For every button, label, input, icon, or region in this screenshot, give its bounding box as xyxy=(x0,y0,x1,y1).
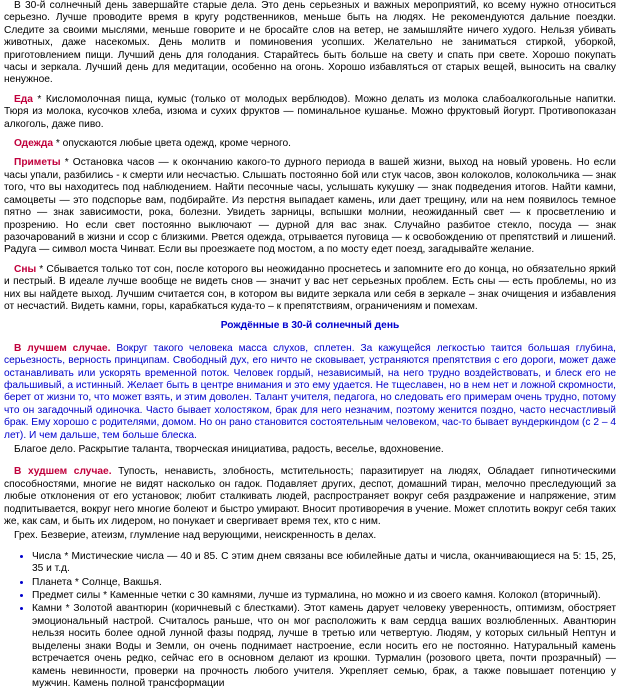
best-paragraph xyxy=(4,343,616,442)
clothes-paragraph xyxy=(4,138,616,150)
list-item-numbers: • Числа * Мистические числа — 40 и 85. С этим днем связаны все юбилейные даты и числа, оканчивающиеся на 5: 15, 25, 35 и т.д. xyxy=(32,551,616,576)
worst-paragraph xyxy=(4,466,616,528)
best-text: Вокруг такого человека масса слухов, сплетен. За кажущейся легкостью таится большая глубина, серьезность, верность принципам. Свободный дух, его ничто не сковывает, устраняются препятствия с его дороги, может даже останавливать или ускорять временной поток. Человек гордый, независимый, на него трудно воздействовать, и блеск его не фальшивый, а истинный. Желает быть в центре внимания и это ему удается. Не тщеславен, но в нем нет и ложной скромности, берет от жизни то, что может взять, и этим доволен. Талант учителя, педагога, но следовать его примерам очень трудно, потому что он загадочный одиночка. Часто бывает холостяком, брак для него незначим, поэтому женится поздно, часто несчастливый брак. Ему хорошо с родителями, домом. Но он рано становится состоятельным человеком, час-то бывает вундеркиндом (с 2 – 4 лет). И чем дальше, тем больше блеска. xyxy=(4,342,616,441)
dreams-label: Сны xyxy=(14,263,37,275)
dreams-text: * Сбывается только тот сон, после которого вы неожиданно проснетесь и запомните его до конца, но обязательно яркий и пестрый. В идеале лучше вообще не видеть снов — значит у вас нет серьезных проблем. Есть сны — есть проблемы, но из них вы найдете выход. Лучшим считается сон, в котором вы видите зеркала или себя в зеркале – знак очищения и избавления от несчастий. Видеть камни, горы, карабкаться куда-то – к препятствиям, ограничениям и помехам. xyxy=(4,263,616,312)
list-item-stones: • Камни * Золотой авантюрин (коричневый с блестками). Этот камень дарует человеку уверенность, оптимизм, обостряет эмоциональный настрой. Считалось раньше, что он мог расположить к вам сердца ваших возлюбленных. Авантюрин нельзя носить более одной лунной фазы подряд, лучше в третью или четвертую. Людям, у которых сильный Нептун и выделены знаки Воды и Земли, он очень поднимает настроение, если носить его не постоянно. Натуральный камень встречается очень редко, сейчас его в основном делают из крошки. Турмалин (розового цвета, почти прозрачный) — камень невинности, проверки на прочность любого учителя. Укрепляет семью, брак, а также повышает потенцию у мужчин. Камень полной трансформации xyxy=(32,603,616,690)
worst-label: В худшем случае. xyxy=(14,466,112,478)
list-item-power-object: • Предмет силы * Каменные четки с 30 камнями, лучше из турмалина, но можно и из своего камня. Колокол (вторичный). xyxy=(32,590,616,602)
food-label: Еда xyxy=(14,93,33,105)
omens-paragraph xyxy=(4,157,616,256)
food-text: * Кисломолочная пища, кумыс (только от молодых верблюдов). Можно делать из молока слабоалкогольные напитки. Тюря из молока, кусочков хлеба, изюма и сухих фруктов — поминальное кушанье. Можно фруктовый йогурт. Противопоказан алкоголь, даже пиво. xyxy=(4,93,616,130)
worst-extra: Грех. Безверие, атеизм, глумление над верующими, неискренность в делах. xyxy=(14,530,377,542)
best-extra: Благое дело. Раскрытие таланта, творческая инициатива, радость, веселье, вдохновение. xyxy=(14,444,444,455)
attributes-list xyxy=(4,551,616,690)
best-label: В лучшем случае. xyxy=(14,342,111,354)
worst-text: Тупость, ненависть, злобность, мстительность; паразитирует на людях, Обладает гипнотическими способностями, многие не видят насколько он гадок. Подавляет других, деспот, домашний тиран, мелочно преследующий за любые отклонения от его установок; любит сталкивать людей, распространяет вокруг себя раздражение и напряжение, этим подпитывается, вокруг него многие болеют и быстро умирают. Вносит противоречия в учение. Может сплотить вокруг себя таких же, как сам, и быть их лидером, но понукает и свергивает время тех, кто с ним. xyxy=(4,466,616,528)
dreams-paragraph xyxy=(4,264,616,314)
food-paragraph xyxy=(4,94,616,131)
omens-text: * Остановка часов — к окончанию какого-то дурного периода в вашей жизни, выход на новый уровень. Но если часы упали, разбились - к смерти или несчастью. Слышать постоянно бой или стук часов, звон колоколов, колокольчика — знак того, что вы находитесь под наблюдением. Найти песочные часы, услышать кукушку — знак подведения итогов. Найти камни, самоцветы — это подспорье вам, подбирайте. Из перстня выпадает камень, или дает трещину, или на нем появилось темное пятно — знак зависимости, рока, болезни. Увидеть зарницы, вспышки молнии, неожиданный свет — к просветлению и прозрению. Но если свет постоянно выключают — дурной для вас знак. Случайно разбитое стекло, посуда — знак разочарований в жизни и ссор с близкими. Рвется одежда, отрывается пуговица — к освобождению от препятствий и лишений. Радуга — символ моста Чинват. Если вы проезжаете под мостом, а по мосту едет поезд, загадывайте желание. xyxy=(4,157,616,256)
intro-paragraph: В 30-й солнечный день завершайте старые дела. Это день серьезных и важных мероприятий, ко всему нужно относиться серьезно. Лучше проводите время в кругу родственников, меньше быть на людях. Не рекомендуются дальние поездки. Следите за своими мыслями, меньше говорите и не бросайте слов на ветер, не замышляйте ничего худого. Нельзя убивать животных, даже насекомых. День молитв и поминовения усопших. Желательно не заниматься стиркой, уборкой, приготовлением пищи. Лучший день для голодания. Старайтесь быть больше на свету и спать при свете. Хорошо покупать часы и зеркала. Лучший день для медитации, особенно на огонь. Хорошо избавляться от старых вещей, выносить на свалку ненужное. xyxy=(4,0,616,86)
omens-label: Приметы xyxy=(14,157,61,169)
clothes-text: * опускаются любые цвета одежд, кроме черного. xyxy=(53,138,291,150)
list-item-planet: • Планета * Солнце, Вакшья. xyxy=(32,577,616,589)
clothes-label: Одежда xyxy=(14,138,54,150)
born-heading: Рождённые в 30-й солнечный день xyxy=(220,320,400,332)
